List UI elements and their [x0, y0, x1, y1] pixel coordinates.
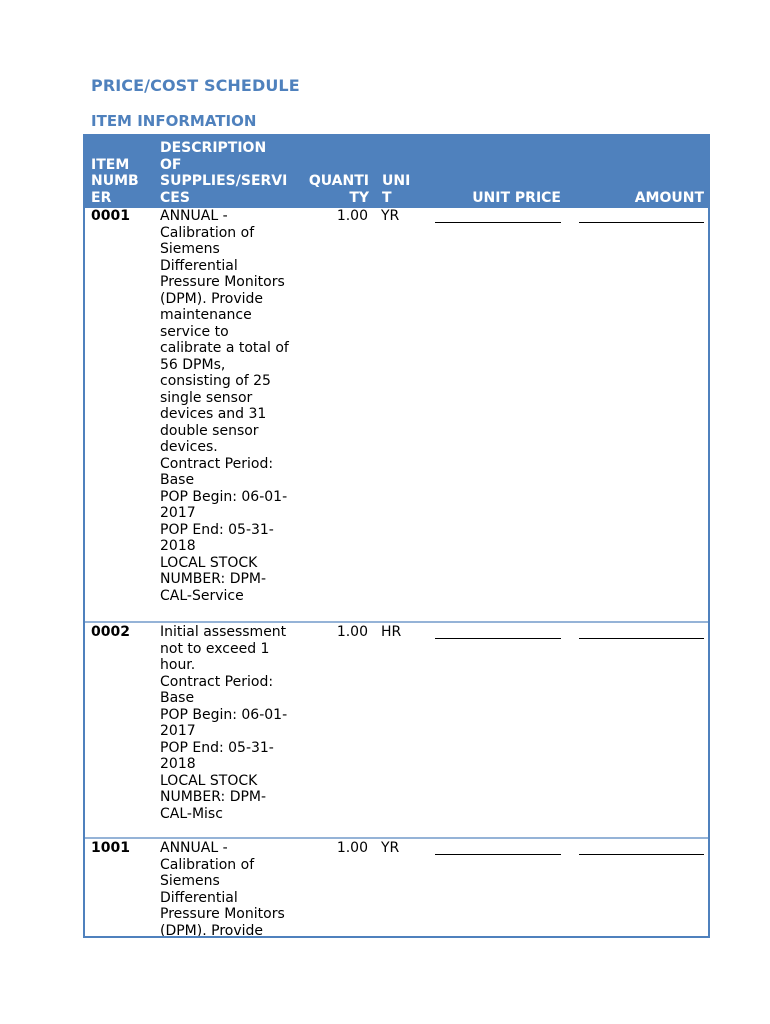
item-quantity: 1.00: [336, 624, 368, 640]
header-unit-price: UNIT PRICE: [472, 189, 561, 206]
amount-blank[interactable]: [579, 222, 704, 223]
amount-blank[interactable]: [579, 638, 704, 639]
item-unit: HR: [381, 624, 402, 640]
table-row: [85, 208, 708, 623]
item-number: 0002: [91, 624, 130, 640]
table-row: [85, 623, 708, 839]
item-description: ANNUAL - Calibration of Siemens Differential Pressure Monitors (DPM). Provide maintenance service to calibrate a total of 56 DPMs, consisting of 25 single sensor devices and 31 double sensor devices. Contract Period: Base POP Begin: 06-01- 2017 POP End: 05-31- 2018 LOCAL STOCK NUMBER: DPM- CAL-Service: [160, 208, 289, 604]
table-row: [85, 839, 708, 938]
header-unit: UNI T: [382, 173, 411, 206]
item-quantity: 1.00: [336, 840, 368, 856]
item-information-table: [83, 134, 710, 938]
item-description: ANNUAL - Calibration of Siemens Differential Pressure Monitors (DPM). Provide: [160, 840, 285, 938]
header-amount: AMOUNT: [634, 189, 704, 206]
section-heading: ITEM INFORMATION: [91, 112, 257, 130]
item-quantity: 1.00: [336, 208, 368, 224]
page-title: PRICE/COST SCHEDULE: [91, 76, 300, 95]
header-quantity: QUANTI TY: [308, 173, 369, 206]
item-description: Initial assessment not to exceed 1 hour. Contract Period: Base POP Begin: 06-01- 2017 POP End: 05-31- 2018 LOCAL STOCK NUMBER: DPM- CAL-Misc: [160, 624, 288, 822]
item-number: 1001: [91, 840, 130, 856]
header-item-number: ITEM NUMB ER: [91, 156, 139, 206]
header-description: DESCRIPTION OF SUPPLIES/SERVI CES: [160, 140, 288, 206]
item-number: 0001: [91, 208, 130, 224]
item-unit: YR: [381, 208, 400, 224]
unit-price-blank[interactable]: [435, 222, 561, 223]
unit-price-blank[interactable]: [435, 854, 561, 855]
item-unit: YR: [381, 840, 400, 856]
table-header: [85, 136, 708, 208]
amount-blank[interactable]: [579, 854, 704, 855]
unit-price-blank[interactable]: [435, 638, 561, 639]
